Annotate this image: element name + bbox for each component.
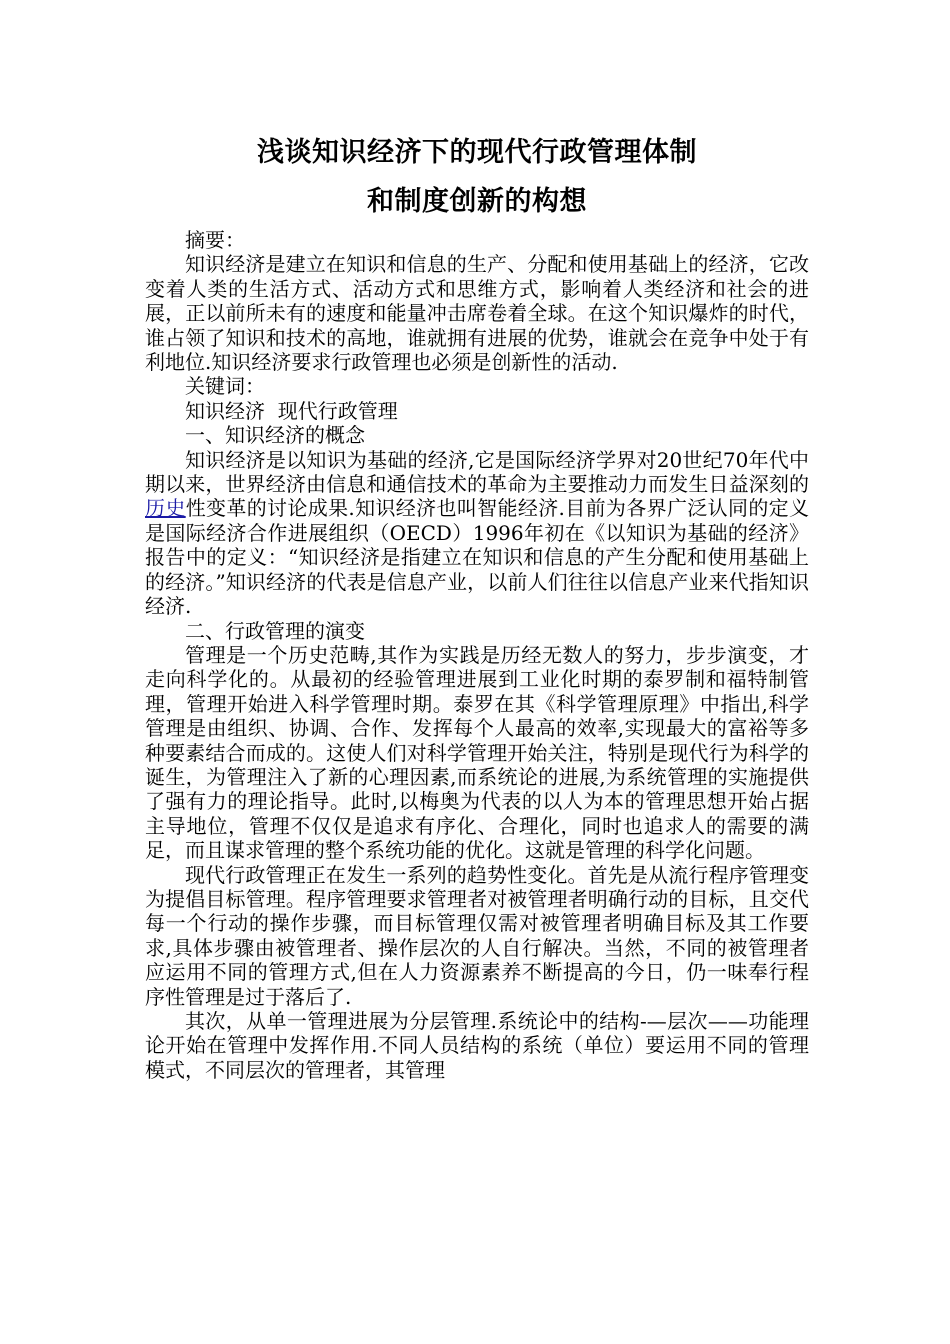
- history-link[interactable]: 历史: [145, 496, 186, 521]
- keywords-text: [145, 399, 809, 423]
- section-2-heading: 二、行政管理的演变: [185, 618, 365, 643]
- document-page: [145, 128, 809, 1082]
- section-2-paragraph-2: 现代行政管理正在发生一系列的趋势性变化。首先是从流行程序管理变为提倡目标管理。程序管理要求管理者对被管理者明确行动的目标，且交代每一个行动的操作步骤，而目标管理仅需对被管理者明确目标及其工作要求,具体步骤由被管理者、操作层次的人自行解决。当然，不同的被管理者应运用不同的管理方式,但在人力资源素养不断提高的今日，仍一味奉行程序性管理是过于落后了.: [145, 862, 809, 1009]
- document-body: [145, 228, 809, 1082]
- section-1-heading: 一、知识经济的概念: [185, 423, 365, 448]
- keywords-value: 知识经济 现代行政管理: [185, 398, 398, 423]
- abstract-label: 摘要：: [185, 228, 245, 252]
- document-title: [145, 128, 809, 226]
- section-1-text-before-link: 知识经济是以知识为基础的经济,它是国际经济学界对20世纪70年代中期以来，世界经济由信息和通信技术的革命为主要推动力而发生日益深刻的: [145, 447, 809, 497]
- abstract-text: 知识经济是建立在知识和信息的生产、分配和使用基础上的经济，它改变着人类的生活方式、活动方式和思维方式，影响着人类经济和社会的进展，正以前所未有的速度和能量冲击席卷着全球。在这个知识爆炸的时代，谁占领了知识和技术的高地，谁就拥有进展的优势，谁就会在竞争中处于有利地位.知识经济要求行政管理也必须是创新性的活动.: [145, 252, 809, 375]
- keywords-label: 关键词：: [185, 374, 265, 399]
- section-1-paragraph-1: [145, 448, 809, 619]
- section-2-paragraph-3: 其次，从单一管理进展为分层管理.系统论中的结构-—层次——功能理论开始在管理中发挥作用.不同人员结构的系统（单位）要运用不同的管理模式，不同层次的管理者，其管理: [145, 1009, 809, 1082]
- section-2-paragraph-1: 管理是一个历史范畴,其作为实践是历经无数人的努力，步步演变，才走向科学化的。从最初的经验管理进展到工业化时期的泰罗制和福特制管理，管理开始进入科学管理时期。泰罗在其《科学管理原理》中指出,科学管理是由组织、协调、合作、发挥每个人最高的效率,实现最大的富裕等多种要素结合而成的。这使人们对科学管理开始关注，特别是现代行为科学的诞生，为管理注入了新的心理因素,而系统论的进展,为系统管理的实施提供了强有力的理论指导。此时,以梅奥为代表的以人为本的管理思想开始占据主导地位，管理不仅仅是追求有序化、合理化，同时也追求人的需要的满足，而且谋求管理的整个系统功能的优化。这就是管理的科学化问题。: [145, 642, 809, 863]
- title-line-2: 和制度创新的构想: [367, 186, 587, 217]
- section-1-text-after-link: 性变革的讨论成果.知识经济也叫智能经济.目前为各界广泛认同的定义是国际经济合作进展组织（OECD）1996年初在《以知识为基础的经济》报告中的定义：“知识经济是指建立在知识和信息的产生分配和使用基础上的经济。”知识经济的代表是信息产业，以前人们往往以信息产业来代指知识经济.: [145, 496, 809, 619]
- title-line-1: 浅谈知识经济下的现代行政管理体制: [257, 137, 697, 168]
